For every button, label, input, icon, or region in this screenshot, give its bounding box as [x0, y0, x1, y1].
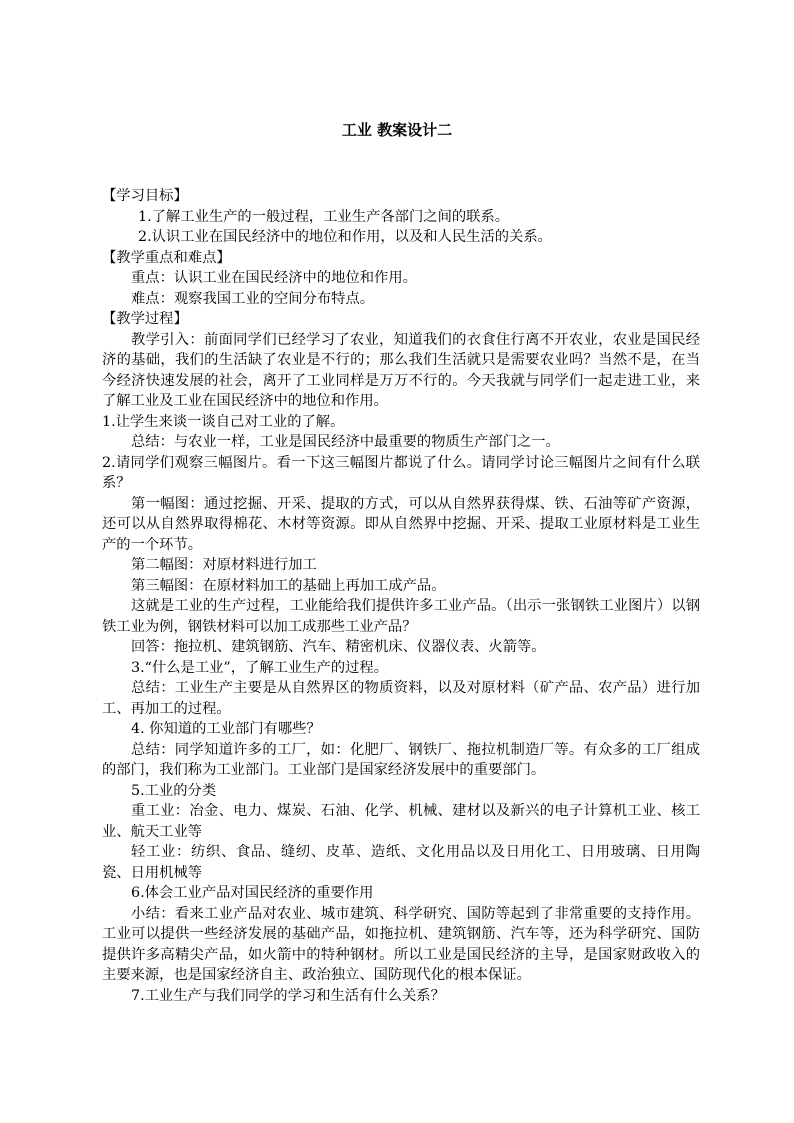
paragraph: 总结：工业生产主要是从自然界区的物质资料，以及对原材料（矿产品、农产品）进行加工、再加工的过程。: [102, 680, 700, 717]
paragraph: 2.认识工业在国民经济中的地位和作用，以及和人民生活的关系。: [138, 229, 552, 245]
paragraph: 总结：与农业一样，工业是国民经济中最重要的物质生产部门之一。: [131, 434, 560, 450]
paragraph: 回答：拖拉机、建筑钢筋、汽车、精密机床、仪器仪表、火箭等。: [131, 639, 546, 655]
paragraph: 第二幅图：对原材料进行加工: [131, 557, 317, 573]
paragraph: 教学引入：前面同学们已经学习了农业，知道我们的衣食住行离不开农业，农业是国民经济的基础，我们的生活缺了农业是不行的；那么我们生活就只是需要农业吗？当然不是，在当今经济快速发展的社会，离开了工业同样是万万不行的。今天我就与同学们一起走进工业，来了解工业及工业在国民经济中的地位和作用。: [102, 331, 700, 409]
paragraph: 重点：认识工业在国民经济中的地位和作用。: [131, 270, 417, 286]
paragraph: 总结：同学知道许多的工厂，如：化肥厂、钢铁厂、拖拉机制造厂等。有众多的工厂组成的部门，我们称为工业部门。工业部门是国家经济发展中的重要部门。: [102, 741, 700, 778]
paragraph: 1.让学生来谈一谈自己对工业的了解。: [102, 413, 345, 430]
paragraph: 4. 你知道的工业部门有哪些？: [131, 721, 321, 737]
paragraph: 小结：看来工业产品对农业、城市建筑、科学研究、国防等起到了非常重要的支持作用。工业可以提供一些经济发展的基础产品，如拖拉机、建筑钢筋、汽车等，还为科学研究、国防提供许多高精尖产品，如火箭中的特种钢材。所以工业是国民经济的主导，是国家财政收入的主要来源，也是国家经济自主、政治独立、国防现代化的根本保证。: [102, 905, 700, 983]
paragraph: 轻工业：纺织、食品、缝纫、皮革、造纸、文化用品以及日用化工、日用玻璃、日用陶瓷、日用机械等: [102, 844, 700, 881]
paragraph: 6.体会工业产品对国民经济的重要作用: [131, 885, 374, 901]
paragraph: 重工业：冶金、电力、煤炭、石油、化学、机械、建材以及新兴的电子计算机工业、核工业、航天工业等: [102, 803, 700, 840]
paragraph: 第一幅图：通过挖掘、开采、提取的方式，可以从自然界获得煤、铁、石油等矿产资源，还可以从自然界取得棉花、木材等资源。即从自然界中挖掘、开采、提取工业原材料是工业生产的一个环节。: [102, 495, 700, 553]
paragraph: 3.“什么是工业”，了解工业生产的过程。: [131, 659, 389, 676]
paragraph: 5.工业的分类: [131, 782, 217, 799]
paragraph: 难点：观察我国工业的空间分布特点。: [131, 290, 375, 307]
section-heading: 【学习目标】: [102, 188, 188, 204]
paragraph: 7.工业生产与我们同学的学习和生活有什么关系？: [131, 987, 445, 1004]
section-heading: 【教学重点和难点】: [102, 249, 231, 266]
page-title: 工业 教案设计二: [341, 121, 453, 139]
document-body: [102, 186, 700, 1006]
paragraph: 2.请同学们观察三幅图片。看一下这三幅图片都说了什么。请同学讨论三幅图片之间有什么联系？: [102, 454, 700, 491]
paragraph: 这就是工业的生产过程，工业能给我们提供许多工业产品。（出示一张钢铁工业图片）以钢铁工业为例，钢铁材料可以加工成那些工业产品？: [102, 598, 700, 635]
paragraph: 第三幅图：在原材料加工的基础上再加工成产品。: [131, 577, 446, 594]
section-heading: 【教学过程】: [102, 311, 188, 327]
paragraph: 1.了解工业生产的一般过程，工业生产各部门之间的联系。: [138, 208, 510, 225]
